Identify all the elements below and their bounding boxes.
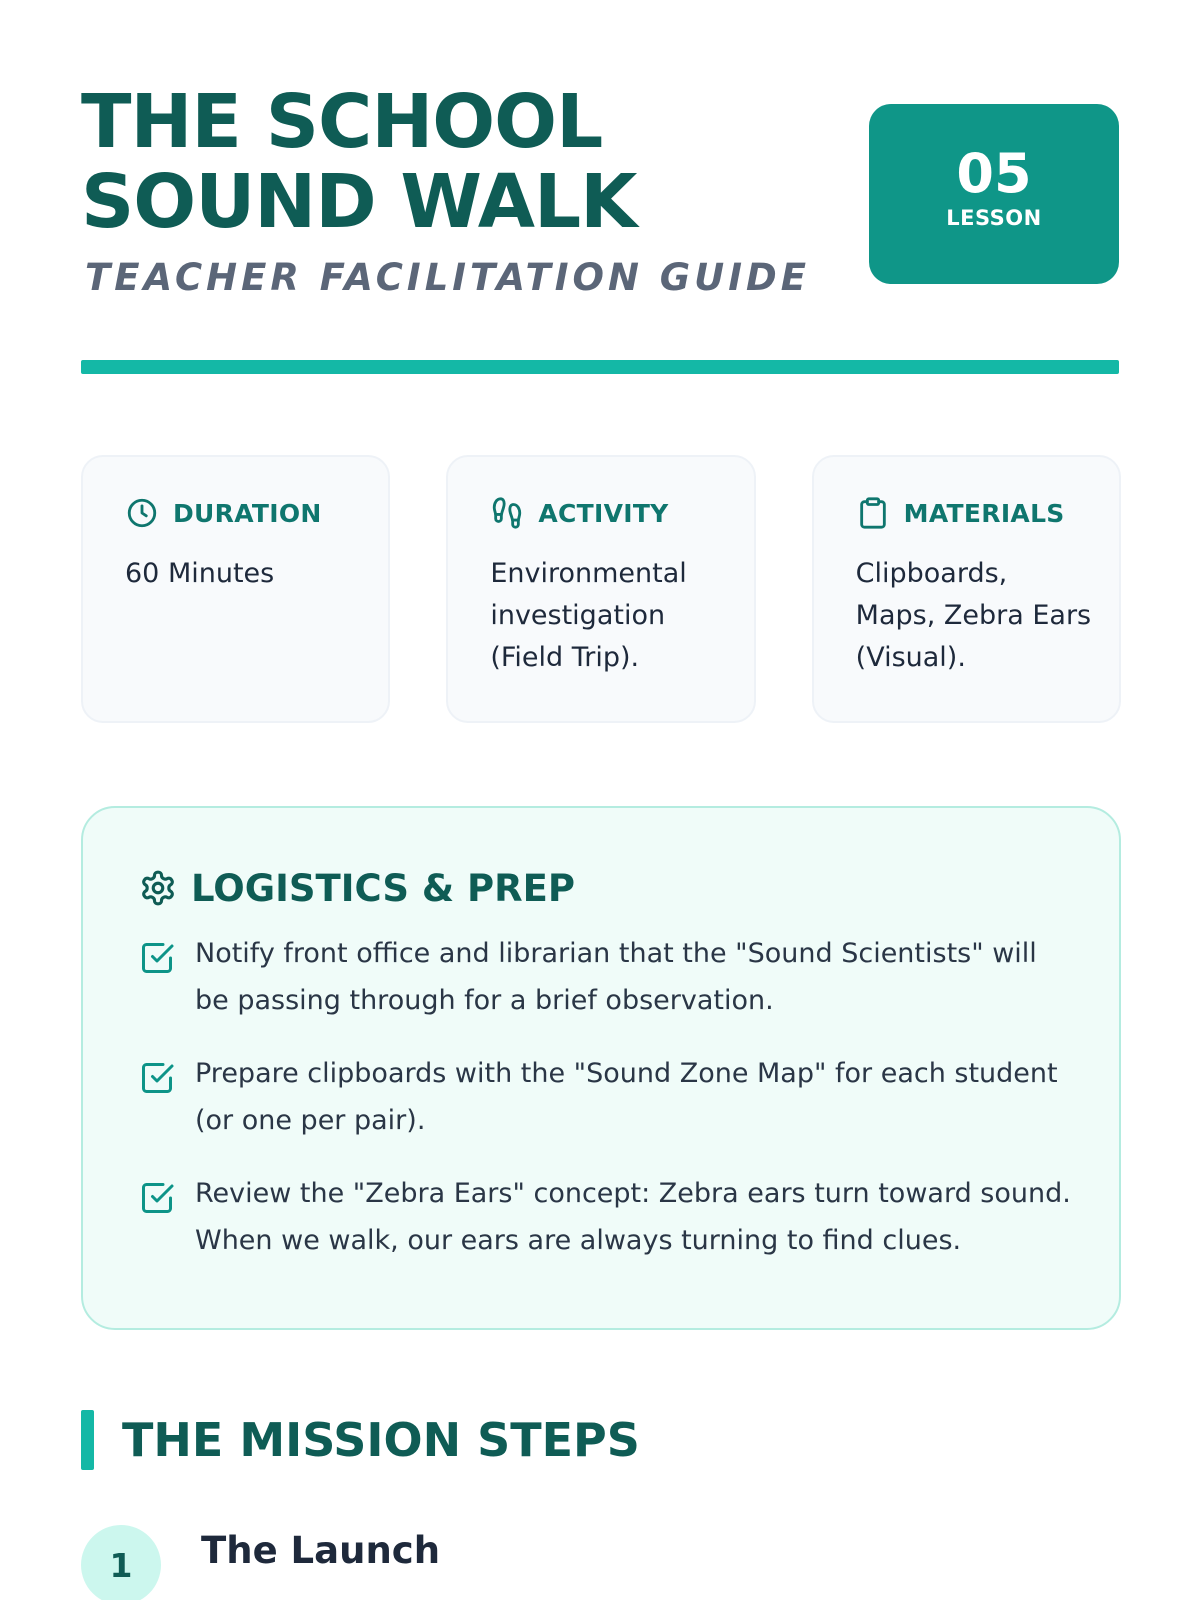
card-header: [490, 495, 729, 531]
checkbox-icon: [139, 1180, 175, 1216]
checkbox-icon: [139, 1060, 175, 1096]
card-activity: [446, 455, 755, 723]
lesson-label: LESSON: [946, 206, 1042, 230]
card-value: Clipboards, Maps, Zebra Ears (Visual).: [855, 558, 1092, 673]
card-value: 60 Minutes: [125, 558, 275, 589]
step-number-badge: 1: [81, 1525, 161, 1600]
footprints-icon: [490, 496, 524, 530]
logistics-panel: [81, 806, 1121, 1330]
card-label: ACTIVITY: [538, 498, 669, 528]
list-item: [139, 1170, 1079, 1264]
mission-step: [81, 1525, 440, 1600]
header-divider: [81, 360, 1119, 374]
logistics-title: LOGISTICS & PREP: [191, 866, 576, 910]
title-line-1: THE SCHOOL: [81, 79, 603, 165]
checkbox-icon: [139, 940, 175, 976]
lesson-number: 05: [956, 142, 1032, 205]
header: [81, 0, 1119, 378]
lesson-badge: [869, 104, 1119, 284]
list-item-text: Review the "Zebra Ears" concept: Zebra ears turn toward sound. When we walk, our ears are always turning to find clues.: [195, 1178, 1071, 1256]
card-header: [125, 495, 364, 531]
mission-steps-header: [81, 1410, 640, 1470]
page-subtitle: TEACHER FACILITATION GUIDE: [85, 256, 810, 299]
section-accent-bar: [81, 1410, 94, 1470]
list-item-text: Notify front office and librarian that the "Sound Scientists" will be passing through for a brief observation.: [195, 938, 1037, 1016]
list-item: [139, 930, 1079, 1024]
clock-icon: [125, 496, 159, 530]
list-item: [139, 1050, 1079, 1144]
title-line-2: SOUND WALK: [81, 159, 637, 245]
clipboard-icon: [856, 496, 890, 530]
logistics-list: [139, 930, 1079, 1264]
gear-icon: [139, 869, 177, 907]
card-header: [856, 495, 1095, 531]
mission-steps-title: THE MISSION STEPS: [122, 1413, 640, 1467]
card-materials: [812, 455, 1121, 723]
card-duration: [81, 455, 390, 723]
step-title: The Launch: [201, 1529, 441, 1572]
list-item-text: Prepare clipboards with the "Sound Zone Map" for each student (or one per pair).: [195, 1058, 1058, 1136]
card-label: MATERIALS: [903, 498, 1065, 528]
card-value: Environmental investigation (Field Trip).: [490, 558, 687, 673]
card-label: DURATION: [173, 498, 322, 528]
logistics-header: [139, 866, 1079, 910]
page-title: [81, 79, 637, 245]
info-cards: [81, 455, 1121, 723]
